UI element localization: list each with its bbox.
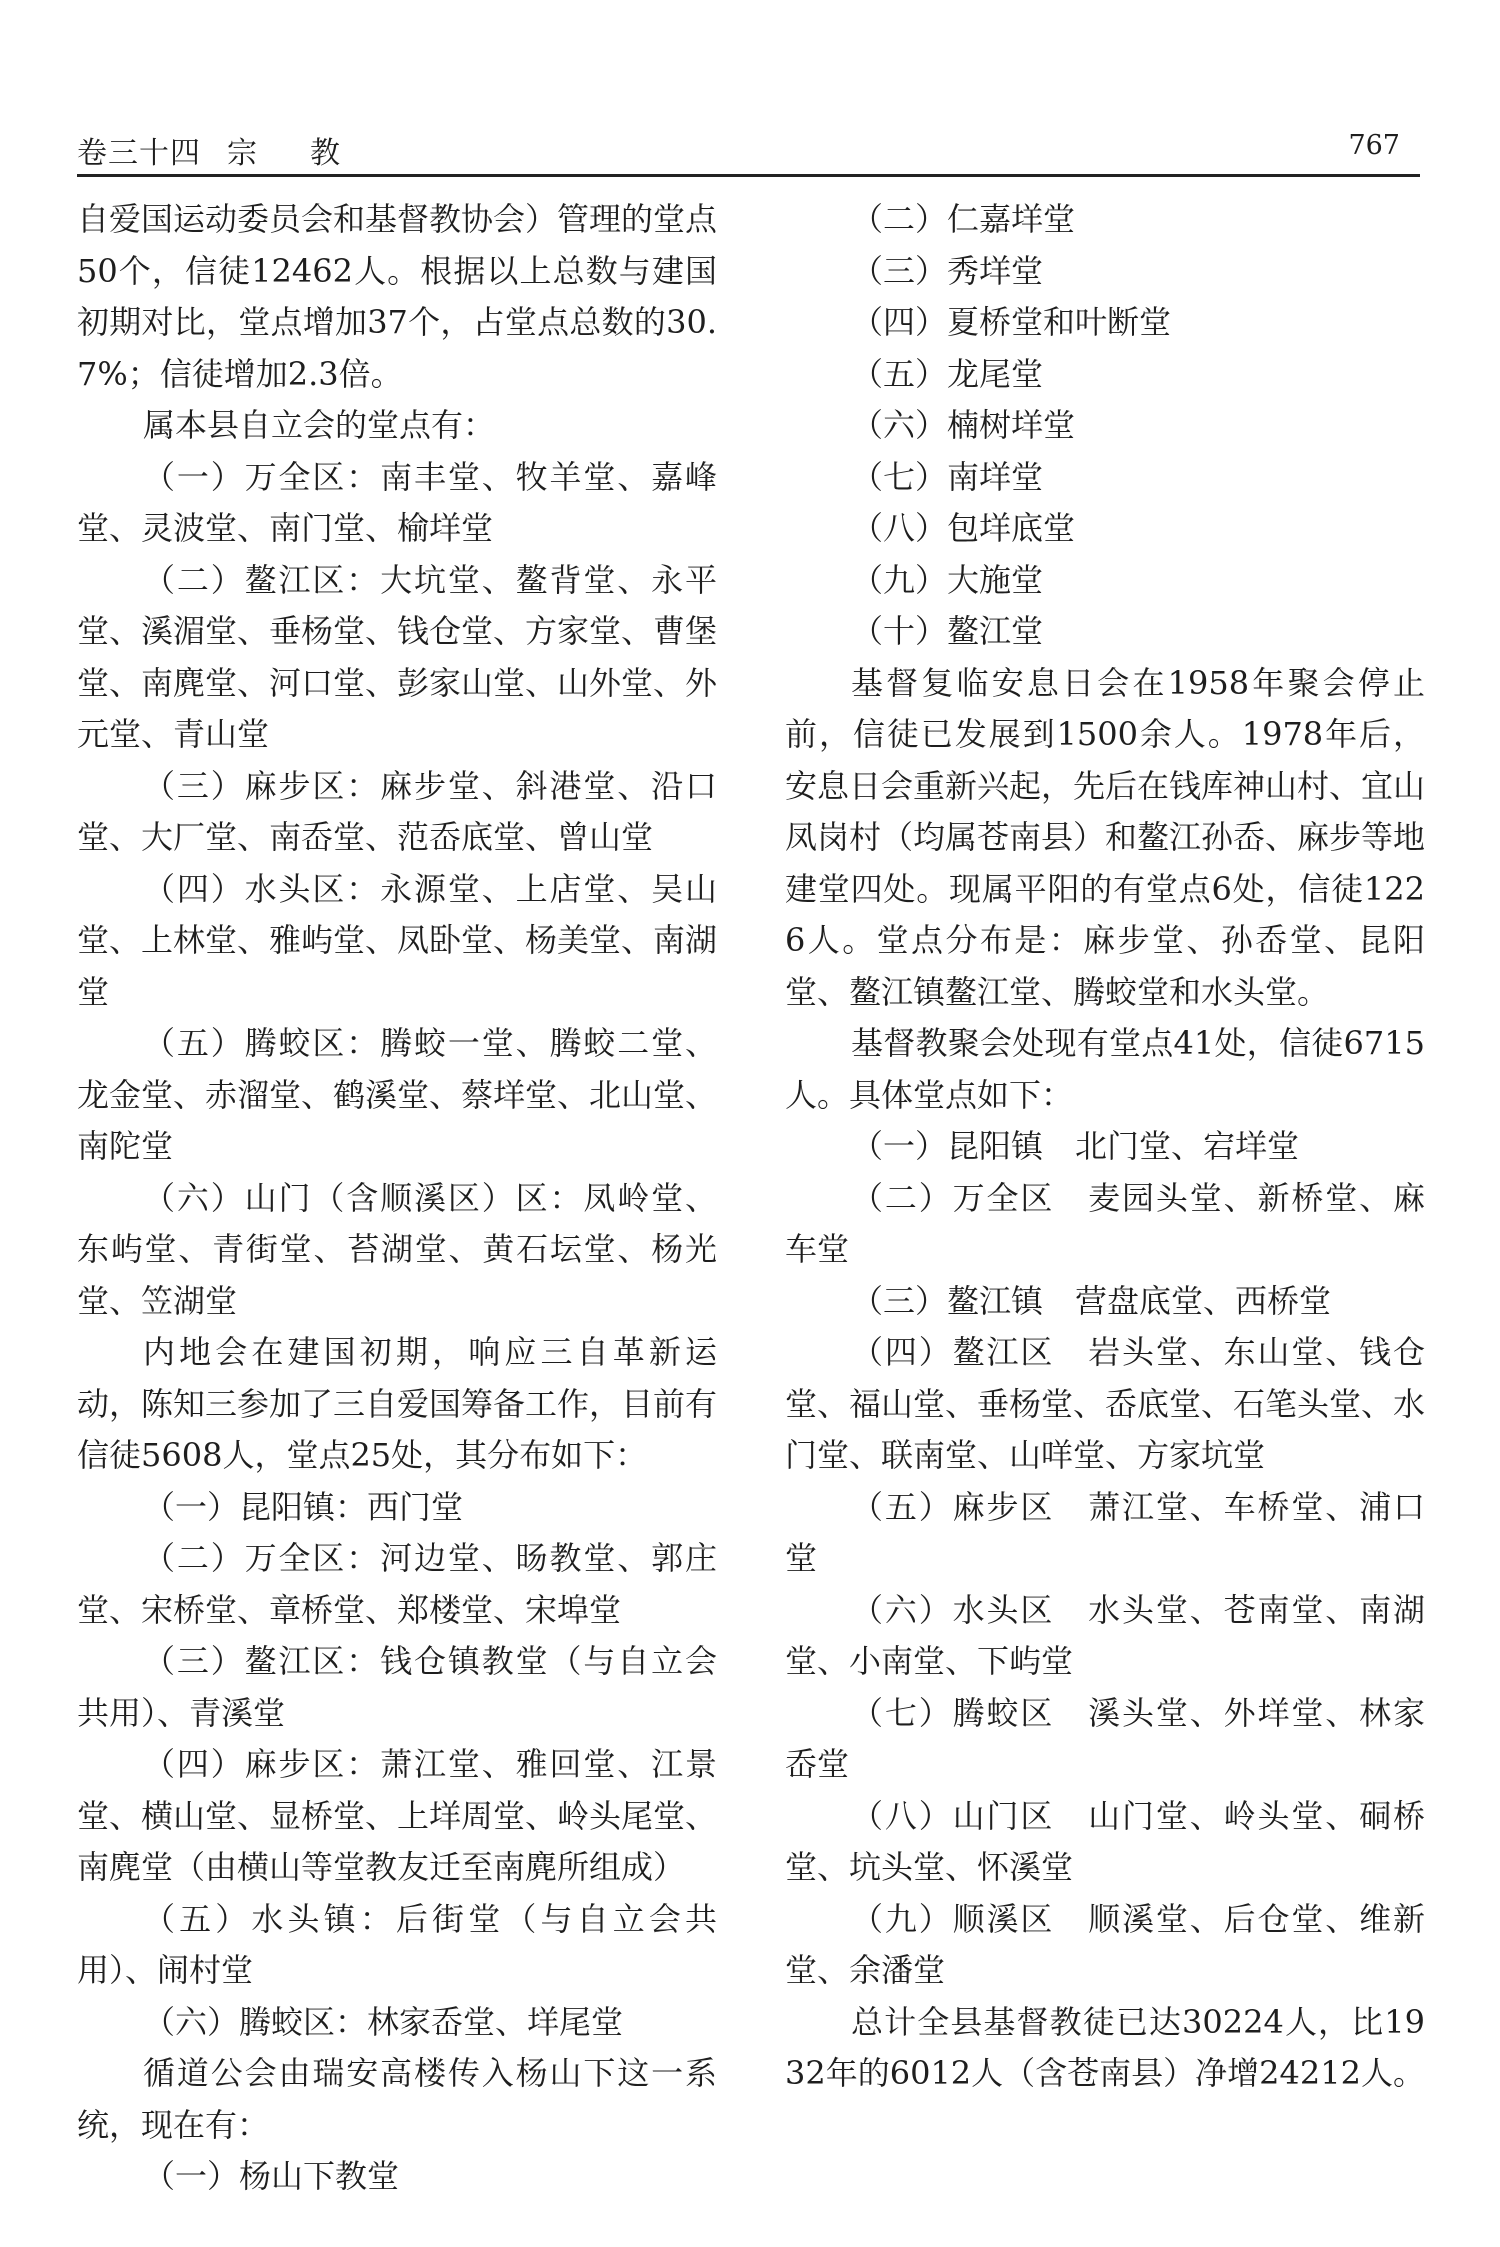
- list-item: （三）鳌江镇 营盘底堂、西桥堂: [851, 1281, 1332, 1320]
- list-item: （九）大施堂: [851, 560, 1044, 599]
- list-item: （三）鳌江区：钱仓镇教堂（与自立会共用）、青溪堂: [77, 1642, 717, 1732]
- list-item: （三）秀垟堂: [851, 251, 1044, 290]
- list-item: （五）麻步区 萧江堂、车桥堂、浦口堂: [785, 1487, 1425, 1577]
- list-item: （四）鳌江区 岩头堂、东山堂、钱仓堂、福山堂、垂杨堂、岙底堂、石笔头堂、水门堂、联南堂、山咩堂、方家坑堂: [785, 1333, 1426, 1474]
- list-item: （五）腾蛟区：腾蛟一堂、腾蛟二堂、龙金堂、赤溜堂、鹤溪堂、蔡垟堂、北山堂、南陀堂: [77, 1024, 718, 1165]
- list-item: （四）麻步区：萧江堂、雅回堂、江景堂、横山堂、显桥堂、上垟周堂、岭头尾堂、南麂堂（由横山等堂教友迁至南麂所组成）: [77, 1745, 718, 1886]
- right-column: [785, 194, 1425, 2100]
- list-item: （九）顺溪区 顺溪堂、后仓堂、维新堂、余潘堂: [785, 1899, 1425, 1989]
- list-item: （十）鳌江堂: [851, 612, 1044, 650]
- page-header: [77, 128, 1420, 177]
- list-item: （八）山门区 山门堂、岭头堂、硐桥堂、坑头堂、怀溪堂: [785, 1796, 1425, 1886]
- running-head: [77, 128, 341, 172]
- list-item: （一）杨山下教堂: [143, 2157, 400, 2195]
- paragraph: 基督复临安息日会在1958年聚会停止前，信徒已发展到1500余人。1978年后，安息日会重新兴起，先后在钱库神山村、宜山凤岗村（均属苍南县）和鳌江孙岙、麻步等地建堂四处。现属平阳的有堂点6处，信徒1226人。堂点分布是：麻步堂、孙岙堂、昆阳堂、鳌江镇鳌江堂、腾蛟堂和水头堂。: [785, 663, 1426, 1011]
- list-item: （一）昆阳镇：西门堂: [143, 1487, 464, 1526]
- list-item: （一）昆阳镇 北门堂、宕垟堂: [851, 1127, 1300, 1165]
- list-item: （四）夏桥堂和叶断堂: [851, 303, 1172, 341]
- list-item: （六）水头区 水头堂、苍南堂、南湖堂、小南堂、下屿堂: [785, 1590, 1425, 1680]
- paragraph: 自爱国运动委员会和基督教协会）管理的堂点50个，信徒12462人。根据以上总数与建国初期对比，堂点增加37个，占堂点总数的30.7%；信徒增加2.3倍。: [77, 200, 718, 393]
- list-item: （二）仁嘉垟堂: [851, 200, 1076, 238]
- chapter-label: 卷三十四: [77, 136, 201, 171]
- list-item: （二）万全区 麦园头堂、新桥堂、麻车堂: [785, 1178, 1425, 1268]
- paragraph: 属本县自立会的堂点有：: [143, 406, 496, 444]
- list-item: （五）水头镇：后街堂（与自立会共用）、闹村堂: [77, 1899, 717, 1989]
- list-item: （一）万全区：南丰堂、牧羊堂、嘉峰堂、灵波堂、南门堂、榆垟堂: [77, 457, 717, 547]
- list-item: （六）腾蛟区：林家岙堂、垟尾堂: [143, 2002, 624, 2041]
- page-number: 767: [1348, 130, 1400, 161]
- section-char-1: 宗: [227, 136, 258, 171]
- list-item: （七）腾蛟区 溪头堂、外垟堂、林家岙堂: [785, 1693, 1425, 1783]
- list-item: （四）水头区：永源堂、上店堂、吴山堂、上林堂、雅屿堂、凤卧堂、杨美堂、南湖堂: [77, 869, 718, 1011]
- section-char-2: 教: [310, 136, 341, 171]
- paragraph: 循道公会由瑞安高楼传入杨山下这一系统，现在有：: [77, 2054, 717, 2144]
- paragraph: 基督教聚会处现有堂点41处，信徒6715人。具体堂点如下：: [785, 1024, 1425, 1114]
- paragraph: 总计全县基督教徒已达30224人，比1932年的6012人（含苍南县）净增24212人。: [785, 2002, 1425, 2092]
- paragraph: 内地会在建国初期，响应三自革新运动，陈知三参加了三自爱国筹备工作，目前有信徒5608人，堂点25处，其分布如下：: [77, 1333, 718, 1474]
- list-item: （六）楠树垟堂: [851, 406, 1076, 444]
- list-item: （八）包垟底堂: [851, 509, 1076, 547]
- list-item: （七）南垟堂: [851, 457, 1044, 496]
- list-item: （二）万全区：河边堂、旸教堂、郭庄堂、宋桥堂、章桥堂、郑楼堂、宋埠堂: [77, 1539, 717, 1629]
- list-item: （五）龙尾堂: [851, 354, 1044, 393]
- list-item: （六）山门（含顺溪区）区：凤岭堂、东屿堂、青街堂、苔湖堂、黄石坛堂、杨光堂、笠湖堂: [77, 1178, 717, 1320]
- list-item: （三）麻步区：麻步堂、斜港堂、沿口堂、大厂堂、南岙堂、范岙底堂、曾山堂: [77, 766, 717, 856]
- list-item: （二）鳌江区：大坑堂、鳌背堂、永平堂、溪湄堂、垂杨堂、钱仓堂、方家堂、曹堡堂、南麂堂、河口堂、彭家山堂、山外堂、外元堂、青山堂: [77, 560, 718, 753]
- left-column: [77, 194, 717, 2203]
